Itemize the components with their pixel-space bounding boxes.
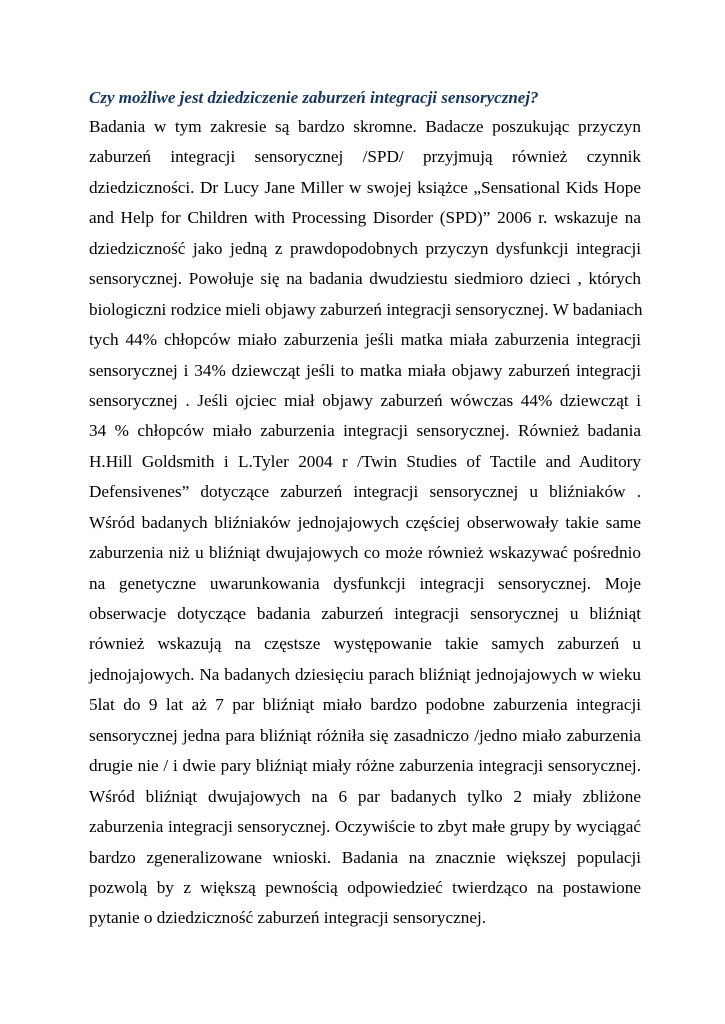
text-line: pozwolą by z większą pewnością odpowiedzieć twierdząco na postawione [89, 877, 641, 897]
text-line: biologiczni rodzice mieli objawy zaburzeń integracji sensorycznej. W badaniach [89, 299, 643, 319]
text-line: Wśród badanych bliźniaków jednojajowych częściej obserwowały takie same [89, 512, 641, 532]
text-line: Defensivenes” dotyczące zaburzeń integracji sensorycznej u bliźniaków . [89, 482, 641, 502]
text-line: dziedziczność jako jedną z prawdopodobnych przyczyn dysfunkcji integracji [89, 238, 641, 258]
text-line: drugie nie / i dwie pary bliźniąt miały różne zaburzenia integracji sensorycznej. [89, 756, 641, 776]
text-line: zaburzenia integracji sensorycznej. Oczywiście to zbyt małe grupy by wyciągać [89, 817, 641, 837]
document-body [89, 112, 641, 934]
text-line: bardzo zgeneralizowane wnioski. Badania na znacznie większej populacji [89, 847, 641, 867]
text-line: dziedziczności. Dr Lucy Jane Miller w swojej książce „Sensational Kids Hope [89, 177, 641, 197]
text-line: 34 % chłopców miało zaburzenia integracji sensorycznej. Również badania [89, 421, 641, 441]
text-line: Badania w tym zakresie są bardzo skromne. Badacze poszukując przyczyn [89, 117, 641, 136]
text-line: jednojajowych. Na badanych dziesięciu parach bliźniąt jednojajowych w wieku [89, 664, 641, 684]
text-line-last: pytanie o dziedziczność zaburzeń integracji sensorycznej. [89, 908, 487, 928]
text-line: sensorycznej i 34% dziewcząt jeśli to matka miała objawy zaburzeń integracji [89, 360, 641, 380]
text-line: sensorycznej . Jeśli ojciec miał objawy zaburzeń wówczas 44% dziewcząt i [89, 390, 641, 410]
text-line: również wskazują na częstsze występowanie takie samych zaburzeń u [89, 634, 641, 654]
document-heading: Czy możliwe jest dziedziczenie zaburzeń integracji sensorycznej? [89, 88, 539, 107]
text-line: 5lat do 9 lat aż 7 par bliźniąt miało bardzo podobne zaburzenia integracji [89, 695, 641, 715]
text-line: Wśród bliźniąt dwujajowych na 6 par badanych tylko 2 miały zbliżone [89, 786, 641, 806]
text-line: H.Hill Goldsmith i L.Tyler 2004 r /Twin Studies of Tactile and Auditory [89, 451, 641, 471]
text-line: obserwacje dotyczące badania zaburzeń integracji sensorycznej u bliźniąt [89, 604, 641, 623]
text-line: zaburzeń integracji sensorycznej /SPD/ przyjmują również czynnik [89, 147, 641, 167]
text-line: tych 44% chłopców miało zaburzenia jeśli matka miała zaburzenia integracji [89, 330, 641, 350]
text-line: zaburzenia niż u bliźniąt dwujajowych co może również wskazywać pośrednio [89, 543, 641, 563]
text-line: na genetyczne uwarunkowania dysfunkcji integracji sensorycznej. Moje [89, 573, 641, 593]
text-line: sensorycznej jedna para bliźniąt różniła się zasadniczo /jedno miało zaburzenia [89, 725, 641, 745]
text-line: and Help for Children with Processing Disorder (SPD)” 2006 r. wskazuje na [89, 208, 641, 228]
text-line: sensorycznej. Powołuje się na badania dwudziestu siedmioro dzieci , których [89, 269, 641, 289]
